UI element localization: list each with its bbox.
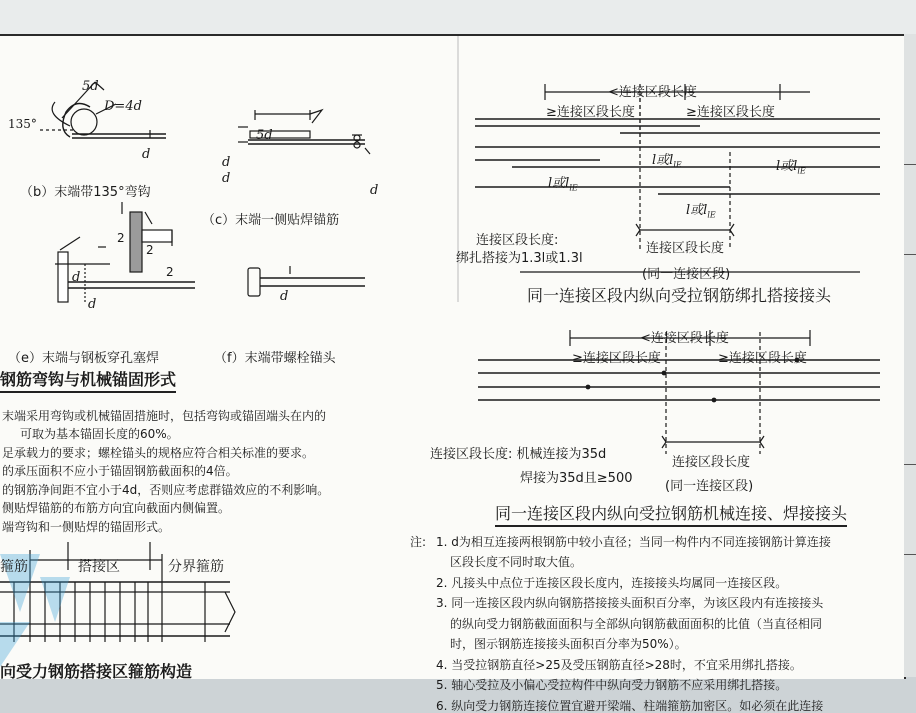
caption-e: （e）末端与钢板穿孔塞焊: [8, 351, 159, 366]
tied-length-heading: 连接区段长度:: [476, 233, 559, 248]
hook-diameter-label: D=4d: [104, 99, 142, 114]
mech-seg-right: ≥连接区段长度: [718, 351, 807, 366]
mech-top-label: <连接区段长度: [640, 331, 729, 346]
weld-d-label-2: d: [222, 171, 231, 186]
hook-length-label: 5d: [82, 79, 99, 94]
tied-same-region: (同一连接区段): [642, 267, 731, 282]
document-page: [0, 34, 906, 713]
caption-b: （b）末端带135°弯钩: [20, 185, 151, 200]
tied-seg-right: ≥连接区段长度: [686, 105, 775, 120]
tied-splice-title: 同一连接区段内纵向受拉钢筋绑扎搭接接头: [527, 286, 832, 305]
weld-d-label-3: d: [370, 183, 379, 198]
hook-d-label: d: [142, 147, 151, 162]
hook-135-drawing: [40, 79, 166, 138]
plug-d-label-2: d: [88, 297, 97, 312]
plug-weld-drawing: [55, 202, 195, 302]
stirrup-section-title: 向受力钢筋搭接区箍筋构造: [0, 662, 193, 681]
tied-lap-label-3: l或$l_{lE}$: [776, 159, 806, 176]
hook-angle-label: 135°: [8, 117, 37, 131]
note-line: 3. 同一连接区段内纵向钢筋搭接接头面积百分率，为该区段内有连接接头: [436, 596, 824, 610]
bolt-d-label: d: [280, 289, 289, 304]
tied-lap-label-2: l或$l_{lE}$: [548, 176, 578, 193]
left-note-line: 足承载力的要求；螺栓锚头的规格应符合相关标准的要求。: [2, 446, 315, 460]
note-line: 4. 当受拉钢筋直径>25及受压钢筋直径>28时，不宜采用绑扎搭接。: [436, 658, 802, 672]
tied-seg-left: ≥连接区段长度: [546, 105, 635, 120]
stirrup-label: 箍筋: [0, 559, 28, 575]
mech-splice-title: 同一连接区段内纵向受拉钢筋机械连接、焊接接头: [495, 506, 847, 522]
note-line: 6. 纵向受力钢筋连接位置宜避开梁端、柱端箍筋加密区。如必须在此连接: [436, 699, 824, 713]
lap-zone-label: 搭接区: [78, 559, 120, 575]
left-note-line: 末端采用弯钩或机械锚固措施时，包括弯钩或锚固端头在内的: [2, 409, 327, 423]
boundary-stirrup-label: 分界箍筋: [168, 559, 224, 575]
left-note-line: 端弯钩和一侧贴焊的锚固形式。: [2, 520, 171, 534]
plug-d-label-1: d: [72, 270, 81, 285]
mech-length-line-2: 焊接为35d且≥500: [520, 471, 633, 486]
bolt-anchor-drawing: [248, 266, 365, 296]
plug-dim-1: 2: [117, 231, 125, 245]
left-note-line: 侧贴焊锚筋的布筋方向宜向截面内侧偏置。: [2, 501, 231, 515]
left-note-line: 的承压面积不应小于锚固钢筋截面积的4倍。: [2, 464, 238, 478]
left-note-line: 可取为基本锚固长度的60%。: [20, 427, 179, 441]
tied-lap-label-4: l或$l_{lE}$: [686, 203, 716, 220]
tied-top-label: <连接区段长度: [608, 85, 697, 100]
mech-length-line-1: 连接区段长度: 机械连接为35d: [430, 447, 607, 462]
plug-dim-3: 2: [166, 265, 174, 279]
note-line: 1. d为相互连接两根钢筋中较小直径；当同一构件内不同连接钢筋计算连接: [436, 535, 831, 549]
weld-d-label-1: d: [222, 155, 231, 170]
tied-same-length: 连接区段长度: [646, 241, 725, 256]
note-line: 5. 轴心受拉及小偏心受拉构件中纵向受力钢筋不应采用绑扎搭接。: [436, 678, 788, 692]
page-edge-strip: [904, 34, 916, 677]
mech-splice-drawing: [478, 330, 880, 454]
note-line: 2. 凡接头中点位于连接区段长度内，连接接头均属同一连接区段。: [436, 576, 788, 590]
left-note-line: 的钢筋净间距不宜小于4d，否则应考虑群锚效应的不利影响。: [2, 483, 330, 497]
mech-same-length: 连接区段长度: [672, 455, 751, 470]
mech-seg-left: ≥连接区段长度: [572, 351, 661, 366]
scan-top-margin: [0, 0, 916, 34]
tied-length-formula: 绑扎搭接为1.3l或1.3l: [456, 251, 583, 266]
notes-prefix: 注:: [410, 535, 427, 549]
note-line: 的纵向受力钢筋截面面积与全部纵向钢筋截面面积的比值（当直径相同: [450, 617, 823, 631]
left-section-title: 钢筋弯钩与机械锚固形式: [0, 372, 176, 388]
note-line: 时，图示钢筋连接接头面积百分率为50%）。: [450, 637, 687, 651]
weld-length-label: 5d: [256, 128, 273, 143]
tied-lap-label-1: l或$l_{lE}$: [652, 153, 682, 170]
caption-c: （c）末端一侧贴焊锚筋: [202, 213, 340, 228]
note-line: 区段长度不同时取大值。: [450, 555, 583, 569]
plug-dim-2: 2: [146, 243, 154, 257]
mech-same-region: (同一连接区段): [665, 479, 754, 494]
caption-f: （f）末端带螺栓锚头: [214, 351, 336, 366]
